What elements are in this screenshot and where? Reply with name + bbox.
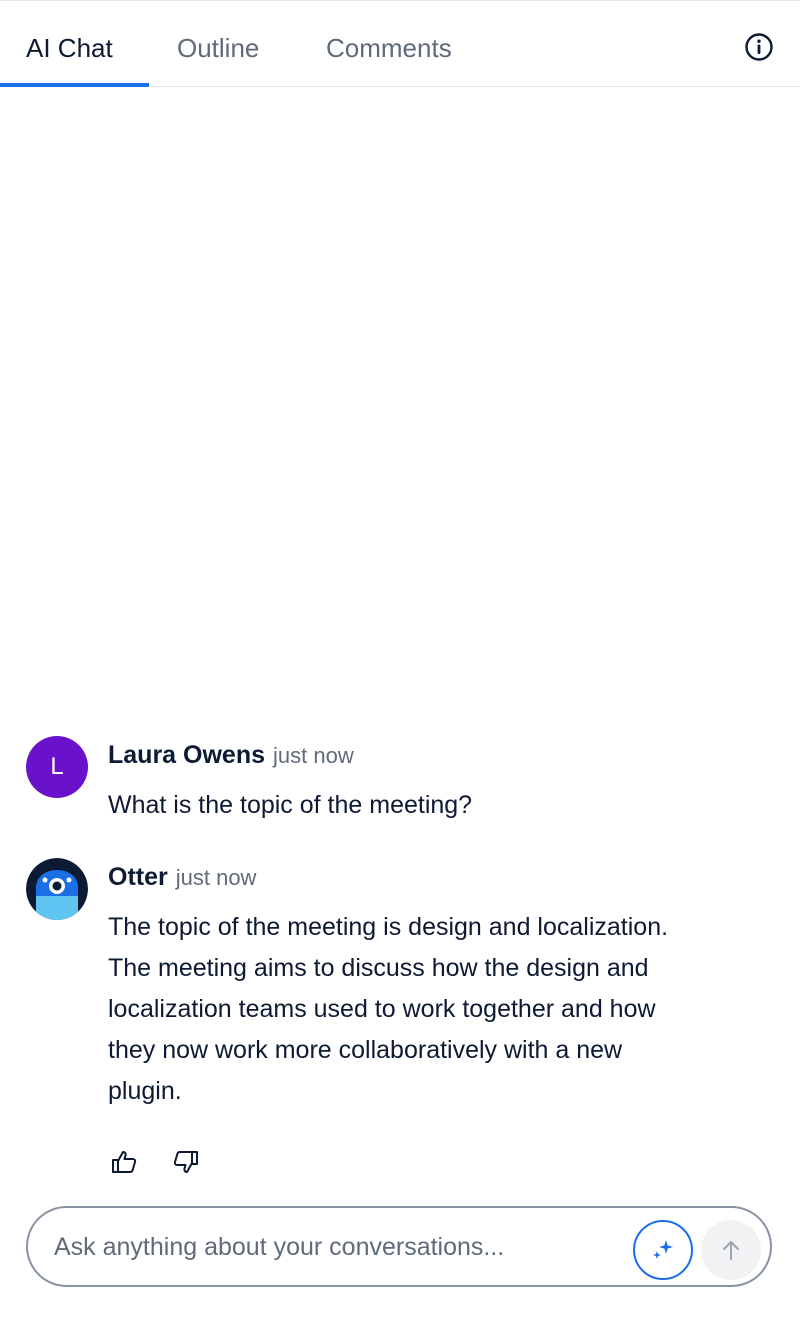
message-text: What is the topic of the meeting?: [108, 791, 473, 819]
sparkle-button[interactable]: [633, 1220, 693, 1280]
message-line: plugin.: [108, 1077, 182, 1105]
message-line: they now work more collaboratively with a new: [108, 1036, 623, 1064]
info-icon[interactable]: [745, 33, 773, 61]
message-line: The topic of the meeting is design and localization.: [108, 913, 669, 941]
author-name: Otter: [108, 863, 168, 891]
chat-composer: [26, 1206, 772, 1287]
otter-logo-icon: [26, 858, 88, 920]
author-name: Laura Owens: [108, 741, 265, 769]
ask-input[interactable]: [54, 1226, 624, 1268]
timestamp: just now: [175, 865, 257, 890]
active-tab-indicator: [0, 83, 149, 87]
message-line: localization teams used to work together and how: [108, 995, 656, 1023]
thumbs-up-icon[interactable]: [109, 1147, 139, 1177]
arrow-up-icon: [719, 1238, 743, 1262]
sparkle-icon: [649, 1236, 677, 1264]
send-button[interactable]: [701, 1220, 761, 1280]
tab-bar: [0, 0, 800, 87]
avatar-letter: L: [50, 753, 64, 780]
message-line: The meeting aims to discuss how the design and: [108, 954, 649, 982]
tab-comments[interactable]: Comments: [326, 33, 452, 63]
message-text: [108, 907, 778, 1112]
message-header: [108, 863, 256, 892]
avatar: [26, 736, 88, 798]
thumbs-down-icon[interactable]: [171, 1147, 201, 1177]
message-header: [108, 741, 354, 770]
tab-ai-chat[interactable]: AI Chat: [26, 33, 113, 63]
timestamp: just now: [273, 743, 354, 768]
tab-outline[interactable]: Outline: [177, 33, 260, 63]
